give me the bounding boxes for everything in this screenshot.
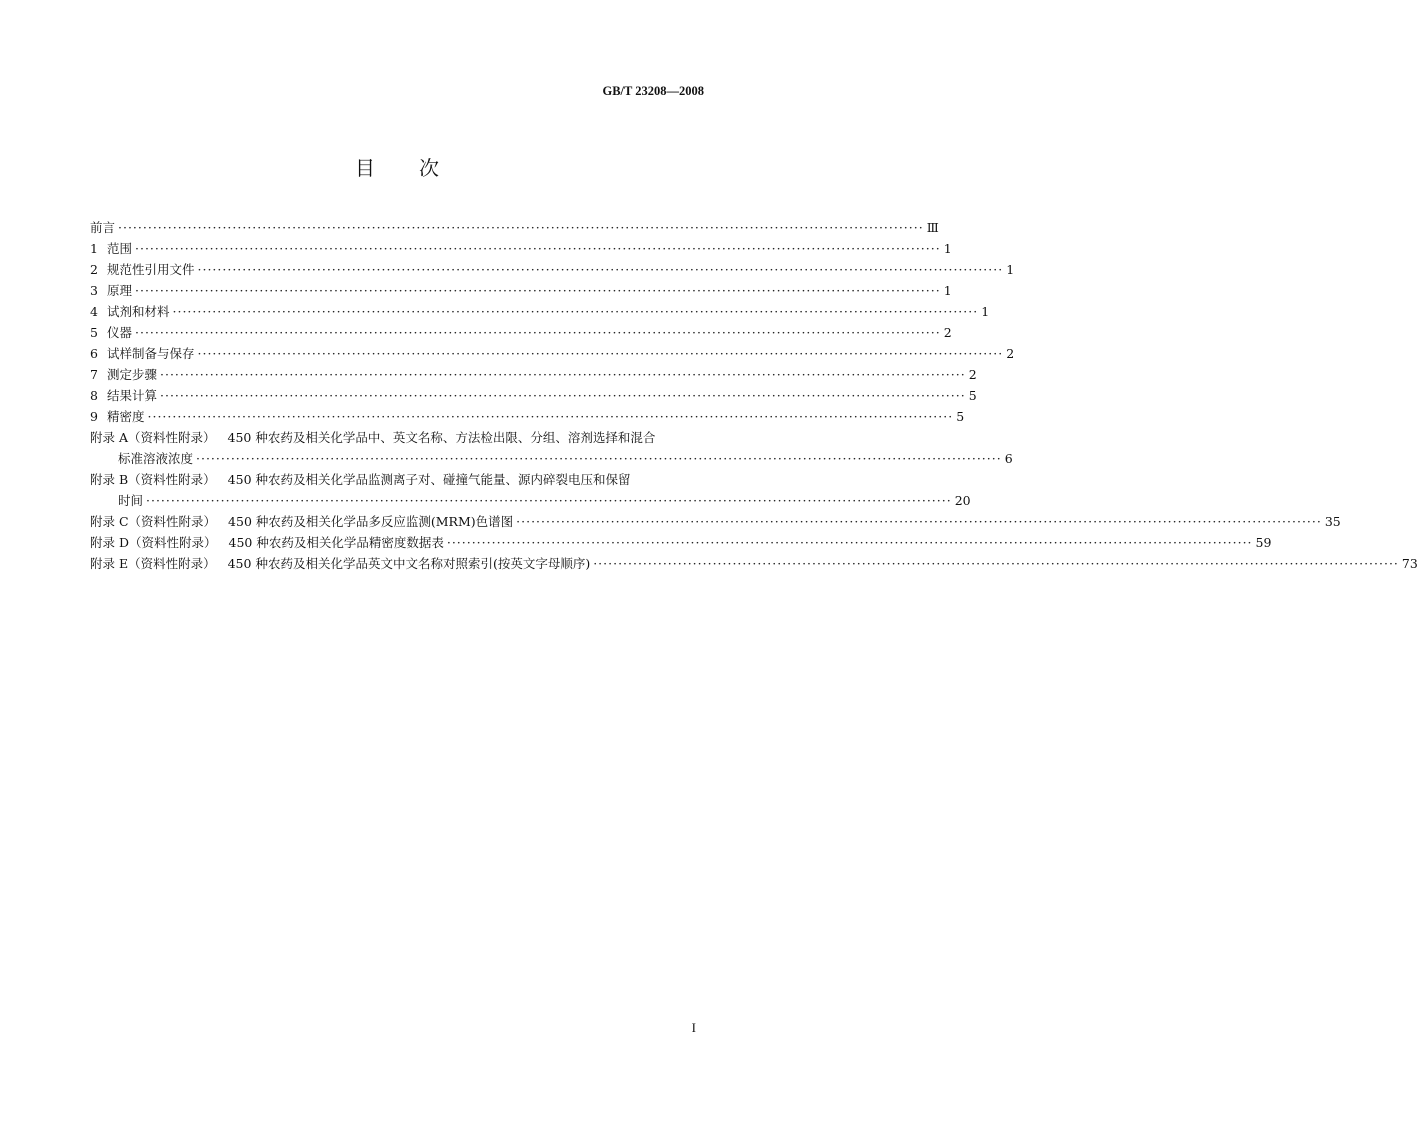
toc-leader: ·································································································································································· (197, 346, 1004, 361)
toc-appendix-b-continuation[interactable] (90, 490, 971, 511)
toc-page: 2 (943, 325, 952, 340)
toc-page: 1 (943, 283, 952, 298)
toc-leader: ·································································································································································· (516, 514, 1322, 529)
title-char-2: 次 (419, 156, 439, 180)
toc-label: 仪器 (107, 325, 133, 340)
appendix-title-cont: 时间 (118, 493, 144, 508)
toc-page: 35 (1324, 514, 1341, 529)
toc-appendix-c[interactable] (90, 511, 1341, 532)
standard-number: GB/T 23208—2008 (602, 84, 704, 98)
toc-label: 结果计算 (107, 388, 158, 403)
toc-number: 3 (90, 283, 98, 298)
toc-label: 试剂和材料 (107, 304, 170, 319)
appendix-prefix: 附录 E（资料性附录） (90, 556, 216, 571)
toc-page: 1 (981, 304, 990, 319)
toc-page: 73 (1401, 556, 1418, 571)
toc-number: 5 (90, 325, 98, 340)
toc-number: 6 (90, 346, 98, 361)
toc-leader: ·································································································································································· (446, 535, 1253, 550)
toc-label: 范围 (107, 241, 133, 256)
toc-page: 1 (943, 241, 952, 256)
toc-entry-1[interactable] (90, 238, 952, 259)
appendix-title: 450 种农药及相关化学品中、英文名称、方法检出限、分组、溶剂选择和混合 (227, 430, 656, 445)
toc-label: 精密度 (107, 409, 145, 424)
toc-leader: ·································································································································································· (160, 367, 966, 382)
toc-label: 试样制备与保存 (107, 346, 195, 361)
toc-entry-3[interactable] (90, 280, 952, 301)
toc-label: 原理 (107, 283, 133, 298)
toc-entry-foreword[interactable] (90, 217, 939, 238)
toc-page: 6 (1004, 451, 1013, 466)
toc-leader: ·································································································································································· (160, 388, 966, 403)
toc-label: 前言 (90, 220, 116, 235)
page-number: I (691, 1020, 696, 1035)
toc-appendix-b[interactable] (90, 469, 705, 490)
toc-leader: ·································································································································································· (147, 409, 954, 424)
toc-appendix-a-continuation[interactable] (90, 448, 1013, 469)
toc-page: 59 (1255, 535, 1272, 550)
toc-appendix-e[interactable] (90, 553, 1418, 574)
appendix-title: 450 种农药及相关化学品英文中文名称对照索引(按英文字母顺序) (227, 556, 591, 571)
toc-label: 测定步骤 (107, 367, 158, 382)
toc-entry-9[interactable] (90, 406, 965, 427)
toc-appendix-a[interactable] (90, 427, 705, 448)
toc-page: 2 (968, 367, 977, 382)
toc-page: 20 (954, 493, 971, 508)
toc-leader: ·································································································································································· (135, 283, 941, 298)
toc-page: 5 (968, 388, 977, 403)
appendix-title: 450 种农药及相关化学品多反应监测(MRM)色谱图 (228, 514, 514, 529)
toc-entry-6[interactable] (90, 343, 1015, 364)
title-char-1: 目 (355, 156, 375, 180)
page-title (0, 152, 794, 181)
toc-appendix-d[interactable] (90, 532, 1272, 553)
appendix-prefix: 附录 A（资料性附录） (90, 430, 216, 445)
toc-number: 1 (90, 241, 98, 256)
toc-leader: ·································································································································································· (196, 451, 1002, 466)
toc-leader: ·································································································································································· (135, 241, 941, 256)
toc-number: 2 (90, 262, 98, 277)
appendix-prefix: 附录 D（资料性附录） (90, 535, 217, 550)
toc-number: 8 (90, 388, 98, 403)
toc-entry-2[interactable] (90, 259, 1015, 280)
toc-label: 规范性引用文件 (107, 262, 195, 277)
toc-page: 2 (1006, 346, 1015, 361)
table-of-contents (90, 217, 1418, 574)
toc-page: 5 (956, 409, 965, 424)
toc-leader: ·································································································································································· (197, 262, 1004, 277)
toc-leader: ·································································································································································· (172, 304, 979, 319)
toc-entry-8[interactable] (90, 385, 977, 406)
appendix-prefix: 附录 B（资料性附录） (90, 472, 216, 487)
toc-number: 4 (90, 304, 98, 319)
toc-leader: ·································································································································································· (146, 493, 952, 508)
appendix-title: 450 种农药及相关化学品精密度数据表 (228, 535, 444, 550)
toc-entry-4[interactable] (90, 301, 990, 322)
toc-page: Ⅲ (926, 220, 939, 235)
toc-number: 7 (90, 367, 98, 382)
appendix-prefix: 附录 C（资料性附录） (90, 514, 217, 529)
toc-entry-7[interactable] (90, 364, 977, 385)
toc-leader: ·································································································································································· (135, 325, 941, 340)
toc-page: 1 (1006, 262, 1015, 277)
toc-leader: ·································································································································································· (118, 220, 924, 235)
toc-entry-5[interactable] (90, 322, 952, 343)
toc-leader: ·································································································································································· (593, 556, 1399, 571)
appendix-title: 450 种农药及相关化学品监测离子对、碰撞气能量、源内碎裂电压和保留 (227, 472, 631, 487)
toc-number: 9 (90, 409, 98, 424)
appendix-title-cont: 标准溶液浓度 (118, 451, 194, 466)
